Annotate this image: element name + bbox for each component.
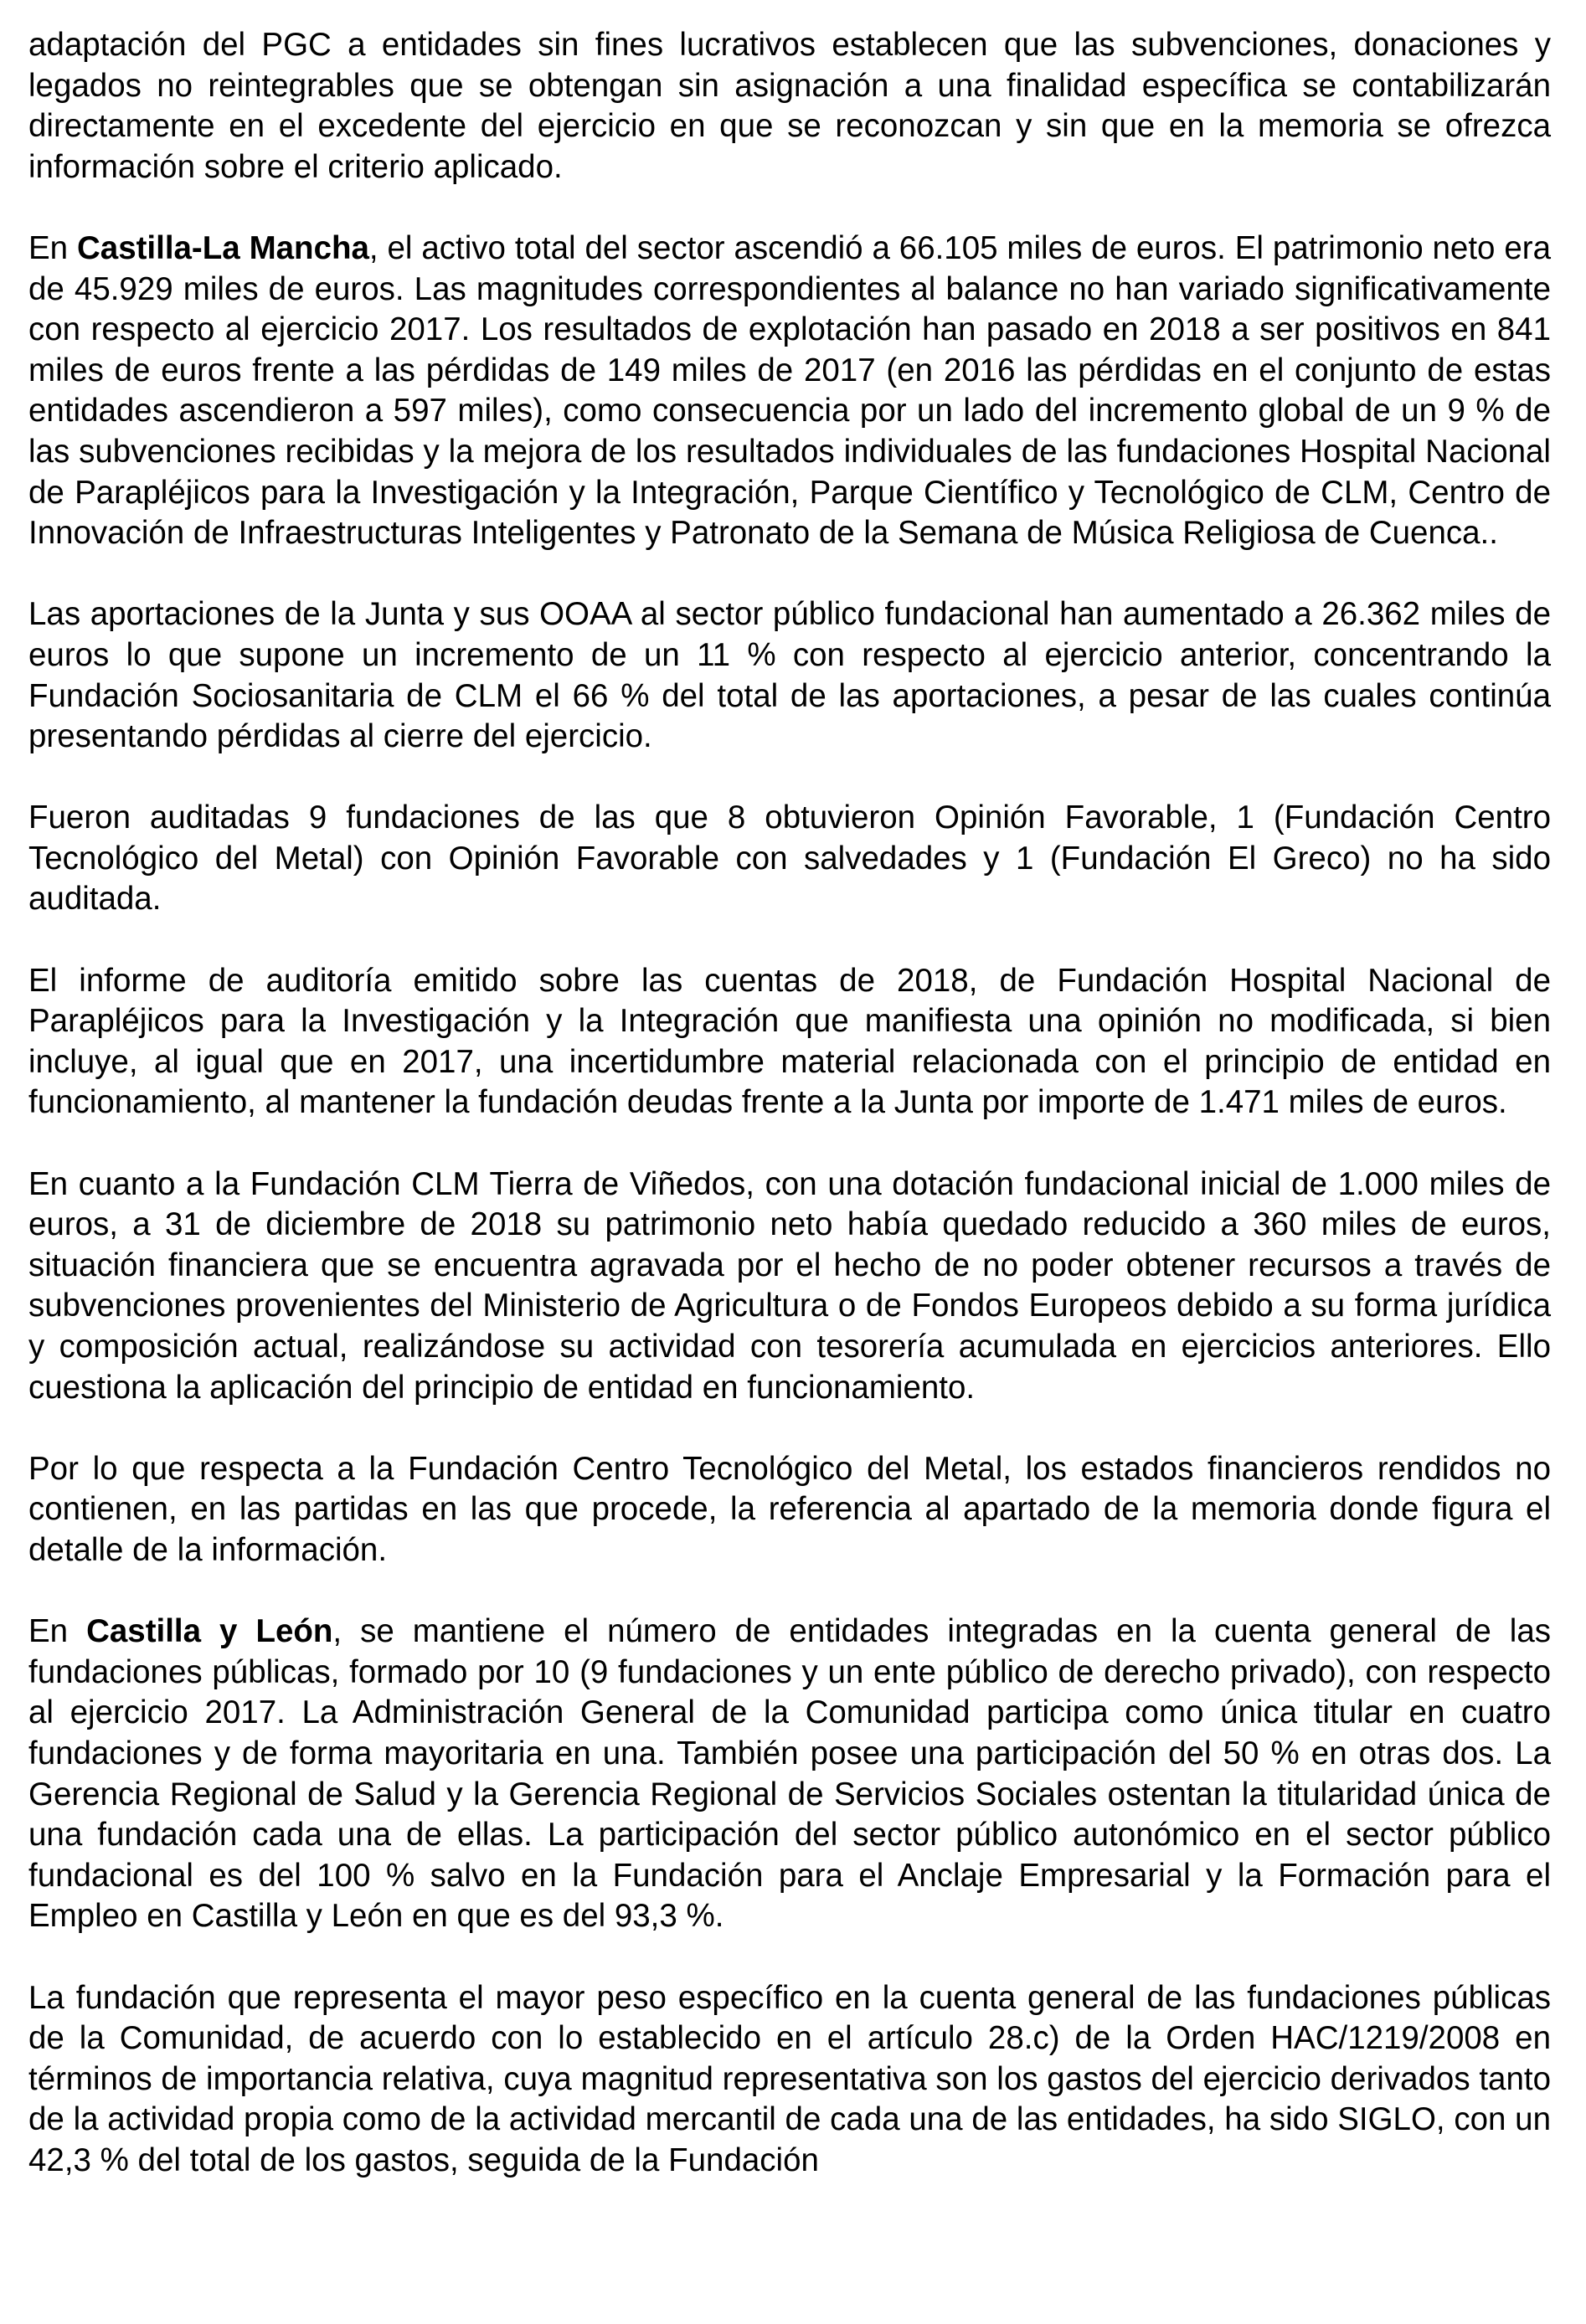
paragraph-pgc-subvenciones [28, 25, 1551, 188]
paragraph-text: , se mantiene el número de entidades integradas en la cuenta general de las fundaciones públicas, formado por 10 (9 fundaciones y un ente público de derecho privado), con respecto al ejercicio 2017. La Administración General de la Comunidad participa como única titular en cuatro fundaciones y de forma mayoritaria en una. También posee una participación del 50 % en otras dos. La Gerencia Regional de Salud y la Gerencia Regional de Servicios Sociales ostentan la titularidad única de una fundación cada una de ellas. La participación del sector público autonómico en el sector público fundacional es del 100 % salvo en la Fundación para el Anclaje Empresarial y la Formación para el Empleo en Castilla y León en que es del 93,3 %. [28, 1613, 1551, 1935]
paragraph-castilla-y-leon [28, 1612, 1551, 1937]
paragraph-tierra-vinedos [28, 1165, 1551, 1409]
paragraph-text: La fundación que representa el mayor peso específico en la cuenta general de las fundaciones públicas de la Comunidad, de acuerdo con lo establecido en el artículo 28.c) de la Orden HAC/1219/2008 en términos de importancia relativa, cuya magnitud representativa son los gastos del ejercicio derivados tanto de la actividad propia como de la actividad mercantil de cada una de las entidades, ha sido SIGLO, con un 42,3 % del total de los gastos, seguida de la Fundación [28, 1979, 1551, 2178]
region-name-bold: Castilla y León [86, 1613, 333, 1650]
paragraph-castilla-la-mancha [28, 229, 1551, 554]
paragraph-text: En [28, 1613, 87, 1650]
region-name-bold: Castilla-La Mancha [76, 229, 369, 266]
paragraph-text: Las aportaciones de la Junta y sus OOAA al sector público fundacional han aumentado a 26.362 miles de euros lo que supone un incremento de un 11 % con respecto al ejercicio anterior, concentrando la Fundación Sociosanitaria de CLM el 66 % del total de las aportaciones, a pesar de las cuales continúa presentando pérdidas al cierre del ejercicio. [28, 596, 1551, 755]
paragraph-text: En cuanto a la Fundación CLM Tierra de Viñedos, con una dotación fundacional inicial de 1.000 miles de euros, a 31 de diciembre de 2018 su patrimonio neto había quedado reducido a 360 miles de euros, situación financiera que se encuentra agravada por el hecho de no poder obtener recursos a través de subvenciones provenientes del Ministerio de Agricultura o de Fondos Europeos debido a su forma jurídica y composición actual, realizándose su actividad con tesorería acumulada en ejercicios anteriores. Ello cuestiona la aplicación del principio de entidad en funcionamiento. [28, 1165, 1551, 1406]
paragraph-text: adaptación del PGC a entidades sin fines lucrativos establecen que las subvenciones, donaciones y legados no reintegrables que se obtengan sin asignación a una finalidad específica se contabilizarán directamente en el excedente del ejercicio en que se reconozcan y sin que en la memoria se ofrezca información sobre el criterio aplicado. [28, 27, 1551, 185]
paragraph-text: Por lo que respecta a la Fundación Centro Tecnológico del Metal, los estados financieros rendidos no contienen, en las partidas en las que procede, la referencia al apartado de la memoria donde figura el detalle de la información. [28, 1450, 1551, 1568]
paragraph-auditorias [28, 798, 1551, 920]
paragraph-mayor-peso-especifico [28, 1978, 1551, 2182]
paragraph-text: Fueron auditadas 9 fundaciones de las que 8 obtuvieron Opinión Favorable, 1 (Fundación Centro Tecnológico del Metal) con Opinión Favorable con salvedades y 1 (Fundación El Greco) no ha sido auditada. [28, 800, 1551, 918]
paragraph-text: , el activo total del sector ascendió a 66.105 miles de euros. El patrimonio neto era de 45.929 miles de euros. Las magnitudes correspondientes al balance no han variado significativamente con respecto al ejercicio 2017. Los resultados de explotación han pasado en 2018 a ser positivos en 841 miles de euros frente a las pérdidas de 149 miles de 2017 (en 2016 las pérdidas en el conjunto de estas entidades ascendieron a 597 miles), como consecuencia por un lado del incremento global de un 9 % de las subvenciones recibidas y la mejora de los resultados individuales de las fundaciones Hospital Nacional de Parapléjicos para la Investigación y la Integración, Parque Científico y Tecnológico de CLM, Centro de Innovación de Infraestructuras Inteligentes y Patronato de la Semana de Música Religiosa de Cuenca.. [28, 229, 1551, 552]
paragraph-text: En [28, 229, 77, 266]
document-page [28, 25, 1551, 2181]
paragraph-informe-auditoria [28, 961, 1551, 1123]
paragraph-centro-tecnologico-metal [28, 1449, 1551, 1571]
paragraph-text: El informe de auditoría emitido sobre las cuentas de 2018, de Fundación Hospital Nacional de Parapléjicos para la Investigación y la Integración que manifiesta una opinión no modificada, si bien incluye, al igual que en 2017, una incertidumbre material relacionada con el principio de entidad en funcionamiento, al mantener la fundación deudas frente a la Junta por importe de 1.471 miles de euros. [28, 962, 1551, 1121]
paragraph-aportaciones-junta [28, 594, 1551, 757]
